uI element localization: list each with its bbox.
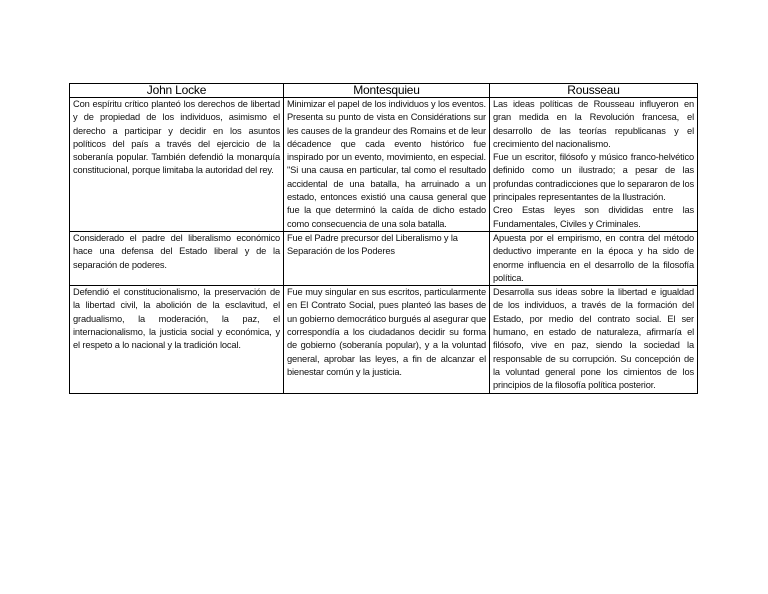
comparison-table	[69, 83, 698, 394]
cell-text: Con espíritu crítico planteó los derechos de libertad y de propiedad de los individuos, asimismo el derecho a participar y decidir en los asuntos políticos del país a través del ejercicio de la soberanía popular. También defendió la monarquía constitucional, porque limitaba la autoridad del rey.	[73, 99, 280, 176]
table-row	[70, 286, 698, 393]
header-rousseau: Rousseau	[490, 84, 698, 98]
montesquieu-cell	[284, 98, 490, 232]
cell-text: Las ideas políticas de Rousseau influyeron en gran medida en la Revolución francesa, el desarrollo de las teorías republicanas y el crecimiento del nacionalismo.	[493, 99, 694, 149]
rousseau-cell	[490, 98, 698, 232]
cell-text: Creo Estas leyes son divididas entre las Fundamentales, Civiles y Criminales.	[493, 205, 694, 229]
montesquieu-cell	[284, 231, 490, 285]
header-john-locke: John Locke	[70, 84, 284, 98]
table-row	[70, 231, 698, 285]
cell-text: Apuesta por el empirismo, en contra del método deductivo imperante en la época y ha sido de enorme influencia en el desarrollo de la filosofía política.	[493, 232, 694, 283]
header-row	[70, 84, 698, 98]
cell-text: Defendió el constitucionalismo, la preservación de la libertad civil, la abolición de la esclavitud, el gradualismo, la moderación, la paz, el internacionalismo, la justicia social y económica, y el respeto a lo nacional y la tradición local.	[73, 287, 280, 351]
cell-text: Fue un escritor, filósofo y músico franco-helvético definido como un ilustrado; a pesar de las profundas contradicciones que lo separaron de los principales representantes de la Ilustración.	[493, 152, 694, 203]
locke-cell	[70, 286, 284, 393]
locke-cell	[70, 98, 284, 232]
rousseau-cell	[490, 231, 698, 285]
table-row	[70, 98, 698, 232]
rousseau-cell	[490, 286, 698, 393]
cell-text: Fue el Padre precursor del Liberalismo y la Separación de los Poderes	[287, 232, 458, 257]
cell-text: Considerado el padre del liberalismo económico hace una defensa del Estado liberal y de la separación de poderes.	[73, 232, 280, 270]
locke-cell	[70, 231, 284, 285]
montesquieu-cell	[284, 286, 490, 393]
header-montesquieu: Montesquieu	[284, 84, 490, 98]
cell-text: Minimizar el papel de los individuos y los eventos. Presenta su punto de vista en Considérations sur les causes de la grandeur des Romains et de leur décadence que cada evento histórico fue inspirado por un evento, movimiento, en especial. "Si una causa en particular, tal como el resultado accidental de una batalla, ha arruinado a un estado, entonces existió una causa general que fue la que determinó la caída de dicho estado como consecuencia de una sola batalla.	[287, 99, 486, 229]
cell-text: Desarrolla sus ideas sobre la libertad e igualdad de los individuos, a través de la formación del Estado, por medio del contrato social. El ser humano, en estado de naturaleza, afirmaría el filósofo, vive en paz, siendo la sociedad la responsable de su corrupción. Su concepción de la voluntad general pone los cimientos de los principios de la filosofía política posterior.	[493, 287, 694, 391]
cell-text: Fue muy singular en sus escritos, particularmente en El Contrato Social, pues planteó las bases de un gobierno democrático burgués al asegurar que correspondía a los ciudadanos decidir su forma de gobierno (soberanía popular), y a la voluntad general, aprobar las leyes, a fin de alcanzar el bienestar común y la justicia.	[287, 287, 486, 377]
